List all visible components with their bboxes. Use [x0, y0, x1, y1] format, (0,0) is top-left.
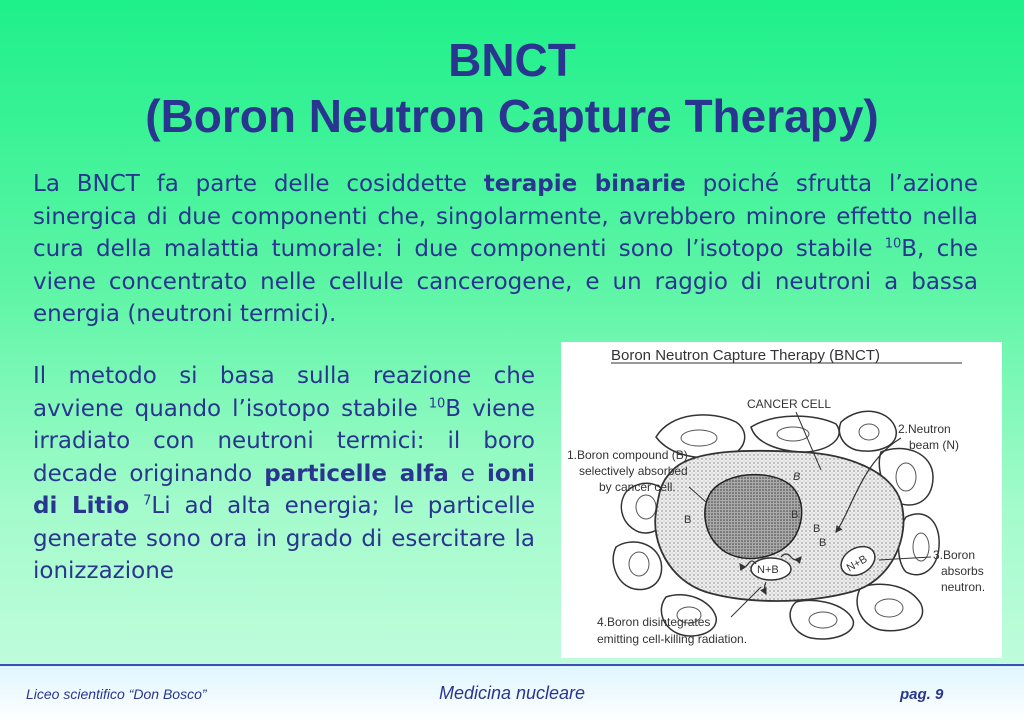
boron-label-5: B: [791, 509, 799, 521]
step1-line2: selectively absorbed: [579, 464, 688, 478]
step1-line3: by cancer cell.: [599, 480, 676, 494]
bnct-diagram: [561, 342, 1002, 658]
method-superscript-2: 7: [143, 493, 152, 509]
method-bold-1: particelle alfa: [264, 460, 449, 487]
intro-superscript: 10: [884, 236, 902, 252]
step3-line3: neutron.: [941, 580, 986, 594]
title-line-1: BNCT: [448, 34, 576, 86]
method-bold-2: ioni di Litio: [33, 460, 535, 519]
step2-line1: 2.Neutron: [898, 422, 951, 436]
intro-paragraph: [33, 168, 978, 331]
method-paragraph: [33, 360, 535, 588]
method-text-2: B viene irradiato con neutroni termici: il boro decade originando: [33, 395, 535, 487]
step3-line1: 3.Boron: [933, 548, 976, 562]
boron-label-4: B: [819, 537, 827, 549]
footer-page-number: pag. 9: [900, 686, 944, 703]
method-superscript-1: 10: [428, 395, 446, 411]
method-text-5: Li ad alta energia; le particelle generate sono ora in grado di esercitare la ionizzazione: [33, 493, 536, 584]
nb-label-1: N+B: [757, 564, 779, 576]
boron-label-3: B: [813, 523, 821, 535]
step2-line2: beam (N): [909, 438, 960, 452]
slide-title: [0, 32, 1024, 144]
footer-subject: Medicina nucleare: [438, 683, 586, 703]
footer-school: Liceo scientifico “Don Bosco”: [26, 686, 207, 702]
method-text-1: Il metodo si basa sulla reazione che avviene quando l’isotopo stabile: [33, 363, 535, 422]
cancer-cell-label: CANCER CELL: [747, 397, 832, 411]
bnct-diagram-svg: [561, 342, 1002, 658]
step4-line2: emitting cell-killing radiation.: [597, 632, 748, 646]
method-text-4: [129, 493, 143, 519]
boron-label-2: B: [684, 514, 692, 526]
title-line-2: (Boron Neutron Capture Therapy): [145, 90, 879, 142]
nb-label-2: N+B: [844, 553, 870, 575]
step1-line1: 1.Boron compound (B): [567, 448, 688, 462]
intro-text-3: B, che viene concentrato nelle cellule cancerogene, e un raggio di neutroni a bassa energia (neutroni termici).: [33, 236, 978, 327]
method-text-3: e: [448, 460, 488, 487]
intro-text-1: La BNCT fa parte delle cosiddette: [33, 171, 484, 197]
boron-label-1: B: [793, 471, 801, 483]
step4-line1: 4.Boron disintegrates: [597, 615, 711, 629]
cancer-nucleus: [705, 475, 802, 559]
intro-bold-term: terapie binarie: [483, 171, 686, 197]
intro-text-2: poiché sfrutta l’azione sinergica di due componenti che, singolarmente, avrebbero minore effetto nella cura della malattia tumorale: i due componenti sono l’isotopo stabile: [33, 171, 978, 262]
figure-title: Boron Neutron Capture Therapy (BNCT): [611, 347, 881, 364]
step3-line2: absorbs: [941, 564, 984, 578]
